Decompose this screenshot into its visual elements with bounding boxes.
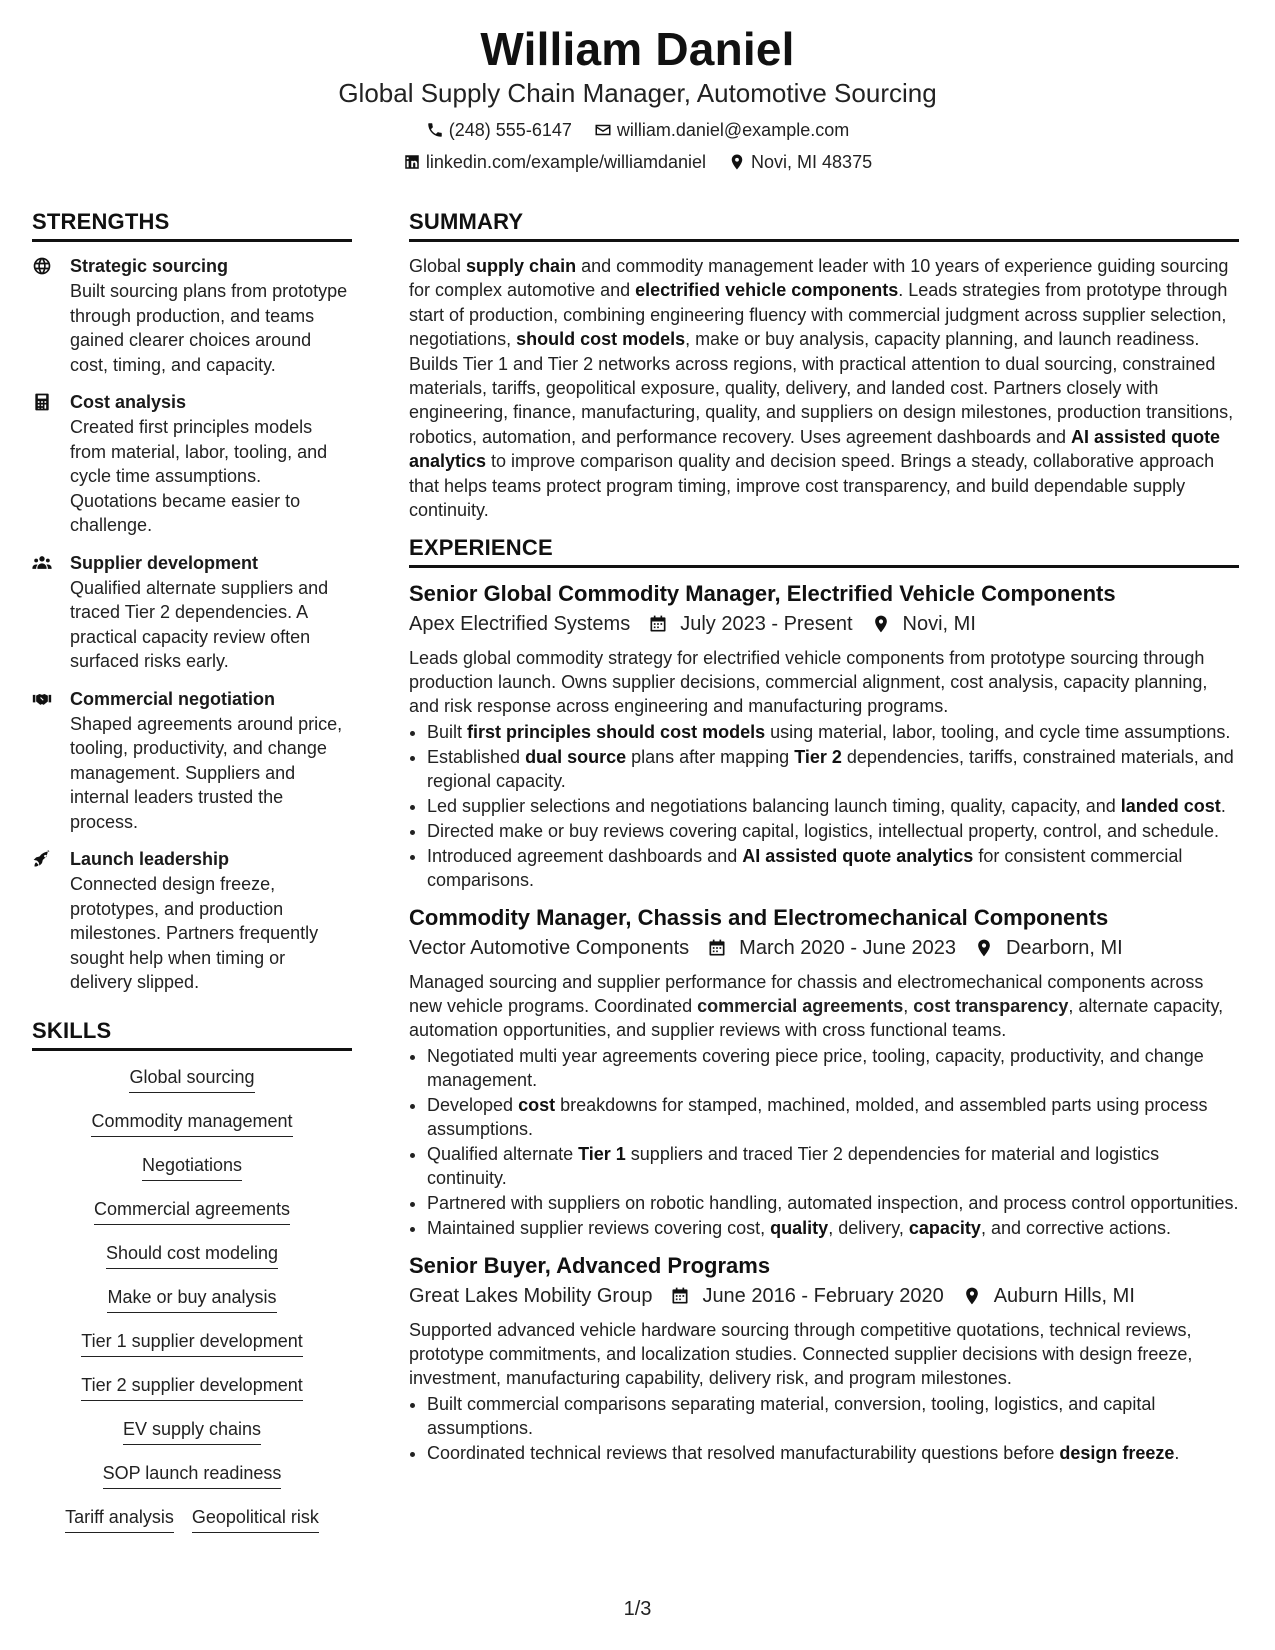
calendar-icon (707, 938, 727, 958)
calendar-icon (670, 1286, 690, 1306)
job-bullet: • Negotiated multi year agreements covering piece price, tooling, capacity, productivity, and change management. (427, 1044, 1239, 1092)
strength-title: Supplier development (70, 552, 259, 573)
strength-desc: Qualified alternate suppliers and traced Tier 2 dependencies. A practical capacity review often surfaced risks early. (70, 577, 329, 671)
map-pin-icon (974, 938, 994, 958)
skill-tag: Tier 1 supplier development (81, 1329, 302, 1357)
job-meta (409, 1282, 1239, 1310)
email-text: william.daniel@example.com (616, 120, 850, 140)
contact-row-1 (0, 118, 1275, 142)
job-company: Great Lakes Mobility Group (409, 1285, 653, 1308)
calculator-icon (32, 392, 52, 412)
strength-title: Commercial negotiation (70, 688, 276, 709)
job-bullets (409, 1392, 1239, 1465)
strength-title: Strategic sourcing (70, 256, 229, 276)
job-bullet: • Built first principles should cost models using material, labor, tooling, and cycle time assumptions. (427, 720, 1239, 744)
strength-desc: Shaped agreements around price, tooling, productivity, and change management. Suppliers and internal leaders trusted the process. (70, 713, 343, 832)
right-column (409, 208, 1239, 1477)
phone-icon (426, 121, 444, 139)
job-bullet: • Established dual source plans after mapping Tier 2 dependencies, tariffs, constrained materials, and regional capacity. (427, 745, 1239, 793)
job-title: Commodity Manager, Chassis and Electromechanical Components (409, 905, 1109, 931)
job-bullet: • Built commercial comparisons separating material, conversion, tooling, logistics, and capital assumptions. (427, 1392, 1239, 1440)
skill-tag: Commercial agreements (94, 1197, 290, 1225)
candidate-headline: Global Supply Chain Manager, Automotive Sourcing (338, 78, 937, 108)
location-text: Novi, MI 48375 (751, 152, 873, 172)
envelope-icon (594, 121, 612, 139)
resume-header (0, 22, 1275, 174)
skills-list (32, 1063, 352, 1549)
job-bullet: • Maintained supplier reviews covering cost, quality, delivery, capacity, and corrective actions. (427, 1216, 1239, 1240)
skill-tag: EV supply chains (123, 1417, 261, 1445)
summary-text: Global supply chain and commodity management leader with 10 years of experience guiding sourcing for complex automotive and electrified vehicle components. Leads strategies from prototype through start of production, combining engineering fluency with commercial judgment across supplier selection, negotiations, should cost models, make or buy analysis, capacity planning, and launch readiness. Builds Tier 1 and Tier 2 networks across regions, with practical attention to dual sourcing, constrained materials, tariffs, geopolitical exposure, quality, delivery, and landed cost. Partners closely with engineering, finance, manufacturing, quality, and suppliers on design milestones, production transitions, robotics, automation, and performance recovery. Uses agreement dashboards and AI assisted quote analytics to improve comparison quality and decision speed. Brings a steady, collaborative approach that helps teams protect program timing, improve cost transparency, and build dependable supply continuity. (409, 256, 1234, 521)
job-bullet: • Introduced agreement dashboards and AI assisted quote analytics for consistent commercial comparisons. (427, 844, 1239, 892)
job-description: Leads global commodity strategy for electrified vehicle components from prototype sourcing through production launch. Owns supplier decisions, commercial alignment, cost analysis, capacity planning, and risk response across engineering and manufacturing programs. (409, 648, 1208, 717)
job-meta (409, 610, 1239, 638)
job-bullets (409, 1044, 1239, 1240)
skills-heading: SKILLS (32, 1017, 352, 1051)
skill-tag: Tariff analysis (65, 1505, 174, 1533)
strength-item (32, 847, 352, 995)
job-bullet: • Led supplier selections and negotiations balancing launch timing, quality, capacity, and landed cost. (427, 794, 1239, 818)
job-entry (409, 580, 1239, 892)
job-bullet: • Qualified alternate Tier 1 suppliers and traced Tier 2 dependencies for material and logistics continuity. (427, 1142, 1239, 1190)
skill-tag: Geopolitical risk (192, 1505, 319, 1533)
experience-heading: EXPERIENCE (409, 534, 1239, 568)
handshake-icon (32, 689, 52, 709)
skill-tag: Negotiations (142, 1153, 242, 1181)
job-title: Senior Global Commodity Manager, Electrified Vehicle Components (409, 581, 1116, 607)
job-location: Dearborn, MI (974, 934, 1123, 962)
job-company: Vector Automotive Components (409, 937, 690, 960)
strength-title: Cost analysis (70, 392, 187, 412)
job-bullets (409, 720, 1239, 892)
linkedin-icon (403, 153, 421, 171)
strength-item (32, 390, 352, 538)
job-description: Managed sourcing and supplier performance for chassis and electromechanical components across new vehicle programs. Coordinated commercial agreements, cost transparency, alternate capacity, automation opportunities, and supplier reviews with cross functional teams. (409, 972, 1224, 1041)
map-pin-icon (728, 153, 746, 171)
skill-tag: Global sourcing (129, 1065, 254, 1093)
job-dates: July 2023 - Present (648, 610, 852, 638)
contact-phone[interactable] (426, 118, 572, 142)
skill-tag: Commodity management (91, 1109, 292, 1137)
job-description: Supported advanced vehicle hardware sourcing through competitive quotations, technical reviews, prototype commitments, and localization studies. Connected supplier decisions with design freeze, investment, manufacturing capability, delivery risk, and program milestones. (409, 1320, 1193, 1389)
strengths-heading: STRENGTHS (32, 208, 352, 242)
strength-item (32, 551, 352, 674)
job-dates: June 2016 - February 2020 (670, 1282, 943, 1310)
map-pin-icon (871, 614, 891, 634)
skill-tag: Make or buy analysis (107, 1285, 276, 1313)
job-title: Senior Buyer, Advanced Programs (409, 1253, 771, 1279)
job-bullet: • Developed cost breakdowns for stamped, machined, molded, and assembled parts using process assumptions. (427, 1093, 1239, 1141)
strength-desc: Created first principles models from material, labor, tooling, and cycle time assumptions. Quotations became easier to challenge. (70, 417, 328, 535)
job-company: Apex Electrified Systems (409, 613, 631, 636)
calendar-icon (648, 614, 668, 634)
job-location: Auburn Hills, MI (962, 1282, 1135, 1310)
summary-heading: SUMMARY (409, 208, 1239, 242)
skill-tag: Tier 2 supplier development (81, 1373, 302, 1401)
job-entry (409, 1252, 1239, 1465)
job-entry (409, 904, 1239, 1240)
contact-location (728, 150, 872, 174)
job-meta (409, 934, 1239, 962)
job-location: Novi, MI (871, 610, 976, 638)
job-bullet: • Coordinated technical reviews that resolved manufacturability questions before design freeze. (427, 1441, 1239, 1465)
left-column (32, 208, 352, 1549)
contact-linkedin[interactable] (403, 150, 706, 174)
strength-desc: Built sourcing plans from prototype through production, and teams gained clearer choices around cost, timing, and capacity. (70, 281, 348, 375)
contact-row-2 (0, 150, 1275, 174)
linkedin-text: linkedin.com/example/williamdaniel (425, 152, 707, 172)
strength-item (32, 254, 352, 377)
page-number: 1/3 (623, 1598, 652, 1620)
strength-item (32, 687, 352, 835)
phone-text: (248) 555-6147 (448, 120, 572, 140)
strength-title: Launch leadership (70, 849, 230, 869)
rocket-icon (32, 849, 52, 869)
map-pin-icon (962, 1286, 982, 1306)
candidate-name: William Daniel (480, 23, 795, 75)
strength-desc: Connected design freeze, prototypes, and production milestones. Partners frequently sought help when timing or delivery slipped. (70, 874, 319, 992)
job-bullet: • Directed make or buy reviews covering capital, logistics, intellectual property, control, and schedule. (427, 819, 1239, 843)
contact-email[interactable] (594, 118, 849, 142)
users-icon (32, 553, 52, 573)
job-bullet: • Partnered with suppliers on robotic handling, automated inspection, and process control opportunities. (427, 1191, 1239, 1215)
experience-list (409, 580, 1239, 1465)
skill-tag: SOP launch readiness (103, 1461, 282, 1489)
job-dates: March 2020 - June 2023 (707, 934, 956, 962)
globe-icon (32, 256, 52, 276)
skill-tag: Should cost modeling (106, 1241, 278, 1269)
